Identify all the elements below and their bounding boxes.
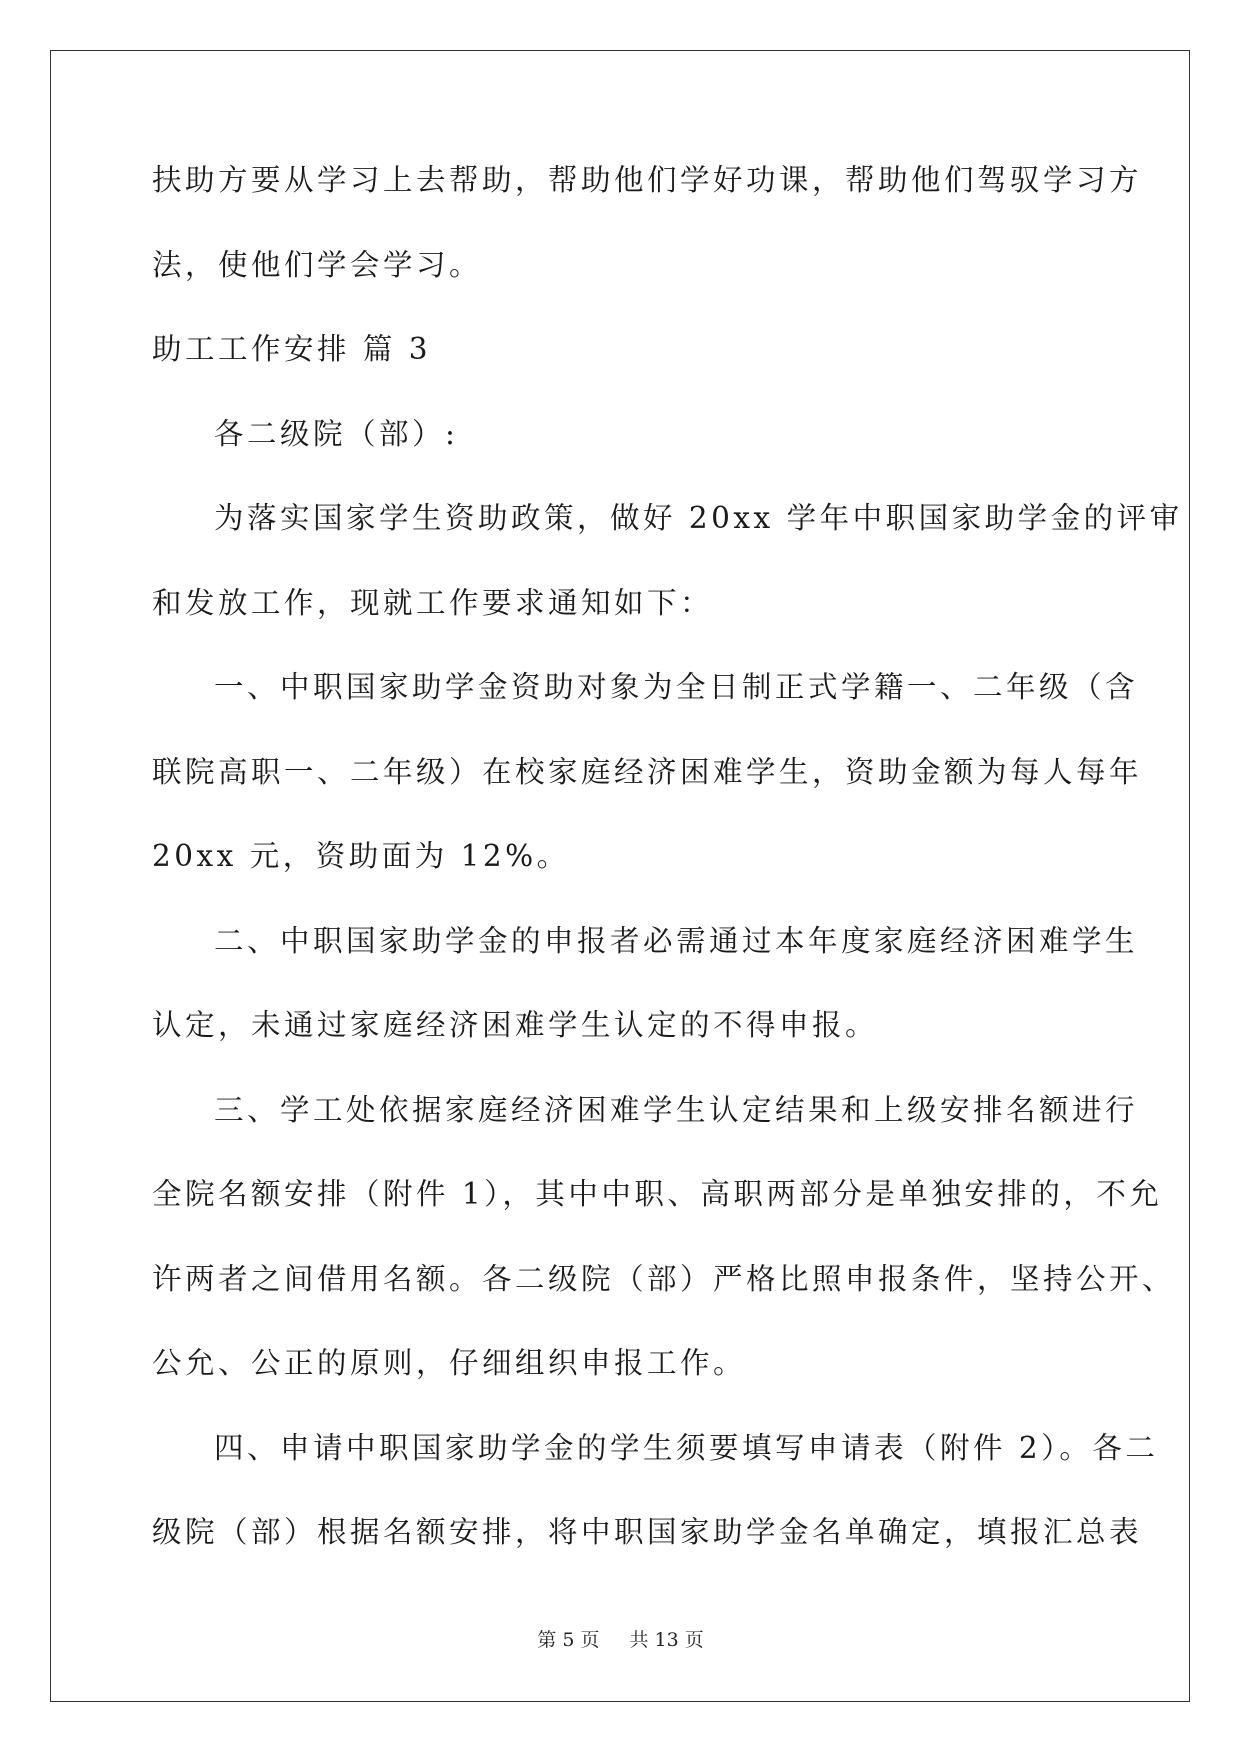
text-line: 扶助方要从学习上去帮助，帮助他们学好功课，帮助他们驾驭学习方 <box>152 163 1143 197</box>
salutation: 各二级院（部）: <box>214 416 459 451</box>
text-line: 为落实国家学生资助政策，做好 20xx 学年中职国家助学金的评审 <box>214 501 1183 535</box>
document-body <box>152 160 1183 1597</box>
text-line: 法，使他们学会学习。 <box>152 247 483 282</box>
text-line: 全院名额安排（附件 1），其中中职、高职两部分是单独安排的，不允 <box>152 1177 1163 1211</box>
text-line: 许两者之间借用名额。各二级院（部）严格比照申报条件，坚持公开、 <box>152 1261 1176 1296</box>
page-total: 共 13 页 <box>629 1629 704 1651</box>
section-heading: 助工工作安排 篇 3 <box>152 332 432 366</box>
text-line: 一、中职国家助学金资助对象为全日制正式学籍一、二年级（含 <box>214 670 1139 704</box>
text-line: 和发放工作，现就工作要求通知如下： <box>152 585 714 620</box>
text-line: 三、学工处依据家庭经济困难学生认定结果和上级安排名额进行 <box>214 1092 1139 1127</box>
page-number: 第 5 页 <box>537 1629 600 1651</box>
text-line: 级院（部）根据名额安排，将中职国家助学金名单确定，填报汇总表 <box>152 1515 1143 1549</box>
text-line: 联院高职一、二年级）在校家庭经济困难学生，资助金额为每人每年 <box>152 754 1143 789</box>
text-line: 认定，未通过家庭经济困难学生认定的不得申报。 <box>152 1008 879 1042</box>
page-footer <box>0 1625 1241 1652</box>
text-line: 二、中职国家助学金的申报者必需通过本年度家庭经济困难学生 <box>214 923 1139 958</box>
text-line: 20xx 元，资助面为 12%。 <box>152 839 570 873</box>
text-line: 四、申请中职国家助学金的学生须要填写申请表（附件 2）。各二 <box>214 1430 1159 1465</box>
text-line: 公允、公正的原则，仔细组织申报工作。 <box>152 1346 747 1380</box>
